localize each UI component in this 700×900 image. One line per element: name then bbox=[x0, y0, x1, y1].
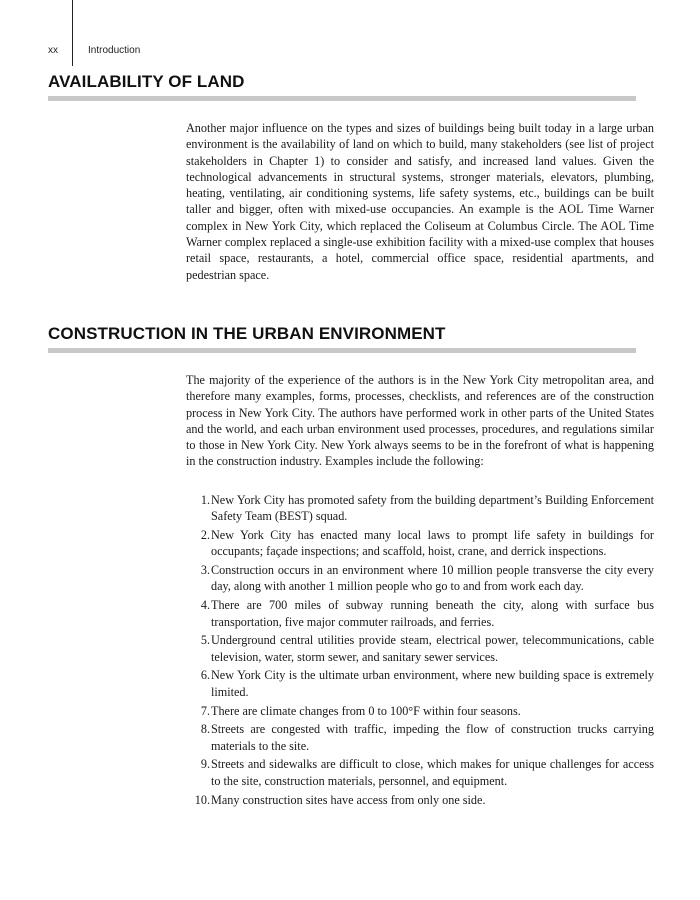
list-item bbox=[186, 756, 654, 789]
list-number: 3. bbox=[200, 563, 210, 578]
list-number: 1. bbox=[200, 493, 210, 507]
list-item bbox=[186, 703, 654, 719]
list-number: 8. bbox=[200, 722, 210, 737]
list-number: 9. bbox=[200, 757, 210, 772]
list-text: Construction occurs in an environment where 10 million people transverse the city every day, along with another 1 million people who go to and from work each day. bbox=[211, 563, 654, 594]
paragraph-construction-urban: The majority of the experience of the authors is in the New York City metropolitan area, and therefore many examples, forms, processes, checklists, and references are of the construction process in New York City. The authors have performed work in other parts of the United States and the world, and each urban environment used processes, procedures, and regulations similar to those in New York City. New York always seems to be in the forefront of what is happening in the construction industry. Examples include the following: bbox=[186, 373, 654, 469]
list-item bbox=[186, 632, 654, 665]
section-rule bbox=[48, 348, 636, 353]
list-text: There are climate changes from 0 to 100°F within four seasons. bbox=[211, 703, 521, 718]
list-number: 6. bbox=[200, 668, 210, 683]
list-item bbox=[186, 597, 654, 630]
paragraph-availability-of-land: Another major influence on the types and sizes of buildings being built today in a large urban environment is the availability of land on which to build, many stakeholders (see list of project stakeholders in Chapter 1) to consider and satisfy, and increased land values. Given the technological advancements in structural systems, stronger materials, elevators, plumbing, heating, ventilating, air conditioning systems, life safety systems, etc., buildings can be built taller and bigger, often with mixed-use occupancies. An example is the AOL Time Warner complex in New York City, which replaced the Coliseum at Columbus Circle. The AOL Time Warner complex replaced a single-use exhibition facility with a mixed-use complex that houses retail space, restaurants, a hotel, commercial office space, residential apartments, and pedestrian space. bbox=[186, 121, 654, 282]
list-text: Underground central utilities provide steam, electrical power, telecommunications, cable television, water, storm sewer, and sanitary sewer services. bbox=[211, 633, 654, 664]
list-text: New York City has enacted many local laws to prompt life safety in buildings for occupants; façade inspections; and scaffold, hoist, crane, and derrick inspections. bbox=[211, 528, 654, 559]
list-item bbox=[186, 667, 654, 700]
list-text: New York City has promoted safety from the building department’s Building Enforcement Safety Team (BEST) squad. bbox=[211, 493, 654, 524]
list-item bbox=[186, 562, 654, 595]
section-rule bbox=[48, 96, 636, 101]
list-text: New York City is the ultimate urban environment, where new building space is extremely limited. bbox=[211, 668, 654, 699]
list-number: 2. bbox=[200, 528, 210, 543]
list-text: Streets are congested with traffic, impeding the flow of construction trucks carrying materials to the site. bbox=[211, 722, 654, 753]
list-text: There are 700 miles of subway running beneath the city, along with surface bus transportation, five major commuter railroads, and ferries. bbox=[211, 598, 654, 629]
section-heading-construction-urban: CONSTRUCTION IN THE URBAN ENVIRONMENT bbox=[48, 324, 446, 343]
list-text: Streets and sidewalks are difficult to close, which makes for unique challenges for access to the site, construction materials, personnel, and equipment. bbox=[211, 757, 654, 788]
list-number: 10. bbox=[194, 792, 210, 807]
list-item bbox=[186, 492, 654, 525]
section-heading-availability-of-land: AVAILABILITY OF LAND bbox=[48, 72, 245, 91]
list-item bbox=[186, 792, 654, 808]
running-title: Introduction bbox=[88, 45, 141, 56]
list-item bbox=[186, 721, 654, 754]
list-item bbox=[186, 527, 654, 560]
list-number: 4. bbox=[200, 598, 210, 613]
examples-list bbox=[186, 492, 654, 810]
list-number: 5. bbox=[200, 633, 210, 648]
page-number: xx bbox=[48, 45, 58, 56]
header-divider bbox=[72, 0, 73, 66]
list-text: Many construction sites have access from only one side. bbox=[211, 792, 486, 807]
list-number: 7. bbox=[200, 703, 210, 718]
